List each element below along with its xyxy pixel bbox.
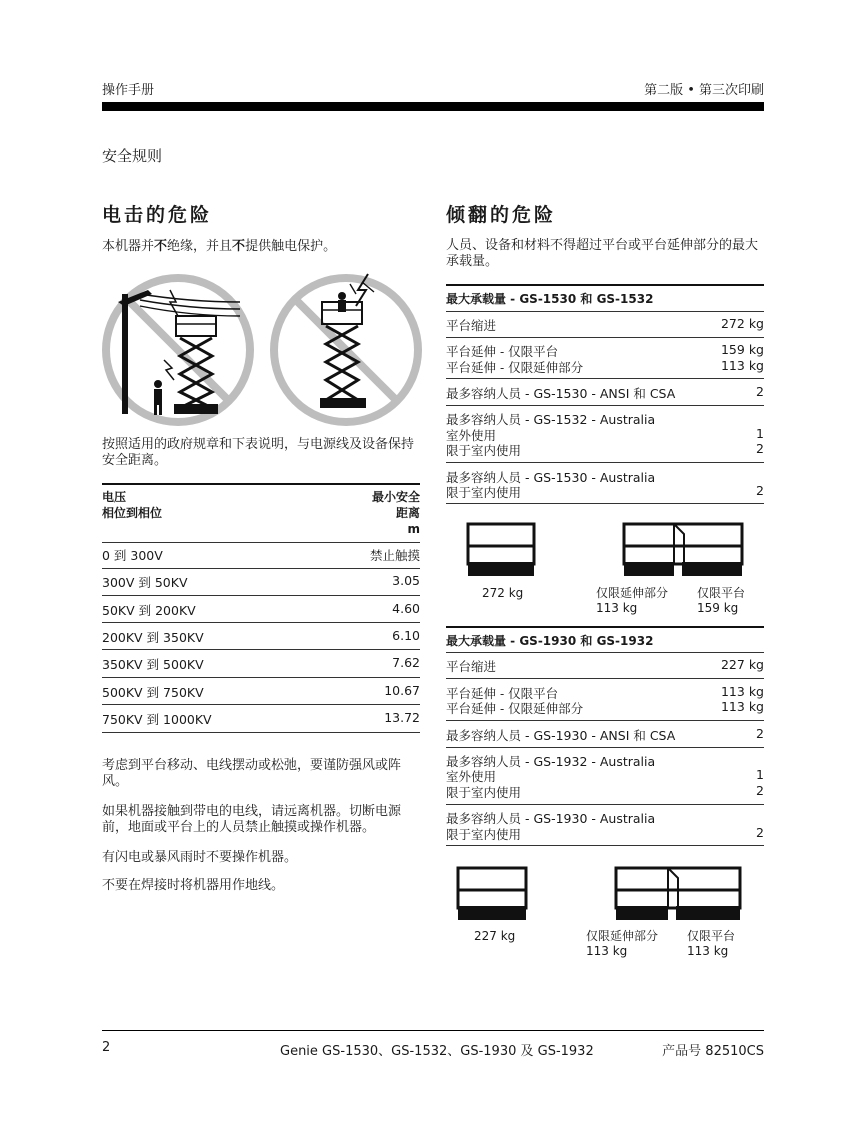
row-label: 最多容纳人员 - GS-1530 - Australia — [446, 470, 656, 485]
lightning-hazard-illustration — [274, 274, 418, 422]
footer-models: Genie GS-1530、GS-1532、GS-1930 及 GS-1932 — [280, 1044, 594, 1059]
keep-distance-text: 按照适用的政府规章和下表说明，与电源线及设备保持安全距离。 — [102, 437, 415, 468]
voltage-cell: 500KV 到 750KV — [102, 685, 204, 700]
row-divider — [446, 405, 764, 406]
table-row — [446, 483, 764, 501]
fig1-platform-caption — [697, 586, 745, 616]
distance-cell: 4.60 — [392, 601, 420, 616]
fig2-retracted-capacity: 227 kg — [474, 929, 516, 943]
electrocution-heading: 电击的危险 — [102, 204, 213, 226]
table-row — [446, 726, 764, 744]
row-divider — [102, 649, 420, 650]
table-row — [446, 358, 764, 376]
fig2-extension-label: 仅限延伸部分 — [586, 929, 659, 943]
distance-cell: 7.62 — [392, 655, 420, 670]
wind-warning: 考虑到平台移动、电线摆动或松弛，要谨防强风或阵风。 — [102, 758, 402, 789]
voltage-head-2: 相位到相位 — [102, 506, 163, 520]
intro-emphasis-2: 不 — [232, 238, 246, 253]
fig2-extension-caption — [586, 929, 658, 959]
row-label: 最多容纳人员 - GS-1930 - ANSI 和 CSA — [446, 728, 676, 743]
row-divider — [446, 503, 764, 504]
row-label: 平台延伸 - 仅限平台 — [446, 686, 559, 701]
row-label: 限于室内使用 — [446, 443, 522, 458]
row-value: 227 kg — [720, 657, 764, 672]
fig1-platform-label: 仅限平台 — [697, 586, 746, 600]
platform-extended-icon — [624, 524, 742, 576]
fig1-retracted-capacity: 272 kg — [482, 586, 524, 600]
row-value: 2 — [756, 726, 764, 741]
platform-retracted-icon — [468, 524, 534, 576]
row-divider — [446, 337, 764, 338]
row-label: 最多容纳人员 - GS-1532 - Australia — [446, 412, 656, 427]
section-title: 安全规则 — [102, 147, 163, 165]
fig1-extension-value: 113 kg — [596, 601, 638, 615]
table-row — [102, 546, 420, 564]
table-row — [446, 657, 764, 675]
row-divider — [446, 804, 764, 805]
row-value: 272 kg — [720, 316, 764, 331]
fig2-platform-value: 113 kg — [687, 944, 729, 958]
table-row — [446, 316, 764, 334]
fig2-platform-label: 仅限平台 — [687, 929, 736, 943]
distance-cell: 6.10 — [392, 628, 420, 643]
header-manual-title: 操作手册 — [102, 83, 155, 98]
table-row — [102, 573, 420, 591]
platform-load-diagrams-1 — [446, 518, 766, 580]
distance-cell: 13.72 — [384, 710, 420, 725]
row-value: 159 kg — [720, 342, 764, 357]
intro-text-1: 本机器并 — [102, 239, 155, 254]
header-edition: 第二版 • 第三次印刷 — [644, 83, 764, 98]
fig2-platform-caption — [687, 929, 735, 959]
row-divider — [446, 378, 764, 379]
row-divider — [102, 704, 420, 705]
row-divider — [102, 622, 420, 623]
power-line-hazard-illustration — [106, 278, 250, 422]
distance-cell: 10.67 — [384, 683, 420, 698]
row-label: 平台延伸 - 仅限延伸部分 — [446, 701, 584, 716]
row-value: 1 — [756, 767, 764, 782]
table-row — [102, 655, 420, 673]
row-divider — [446, 845, 764, 846]
footer-rule — [102, 1030, 764, 1031]
table-row — [446, 825, 764, 843]
row-label: 最多容纳人员 - GS-1932 - Australia — [446, 754, 656, 769]
voltage-cell: 300V 到 50KV — [102, 575, 188, 590]
row-label: 平台缩进 — [446, 318, 497, 333]
voltage-table-top-rule — [102, 483, 420, 485]
footer-part-number: 产品号 82510CS — [662, 1044, 764, 1059]
row-value: 1 — [756, 426, 764, 441]
row-label: 限于室内使用 — [446, 785, 522, 800]
row-value: 2 — [756, 825, 764, 840]
row-label: 限于室内使用 — [446, 485, 522, 500]
page-number: 2 — [102, 1040, 111, 1055]
table-row — [446, 384, 764, 402]
voltage-head-1: 电压 — [102, 490, 127, 504]
row-value: 2 — [756, 783, 764, 798]
row-label: 平台延伸 - 仅限延伸部分 — [446, 360, 584, 375]
distance-head-unit: m — [407, 522, 420, 536]
platform-load-diagrams-2 — [446, 862, 766, 924]
row-value: 113 kg — [720, 358, 764, 373]
lightning-warning: 有闪电或暴风雨时不要操作机器。 — [102, 850, 298, 865]
row-value: 2 — [756, 441, 764, 456]
platform-retracted-icon — [458, 868, 526, 920]
fig1-extension-caption — [596, 586, 668, 616]
table-row — [446, 783, 764, 801]
row-divider — [102, 595, 420, 596]
capacity-table1-title: 最大承载量 - GS-1530 和 GS-1532 — [446, 292, 654, 306]
platform-extended-icon — [616, 868, 740, 920]
intro-emphasis-1: 不 — [154, 238, 168, 253]
fig1-extension-label: 仅限延伸部分 — [596, 586, 669, 600]
distance-head-2: 距离 — [395, 506, 420, 520]
row-label: 室外使用 — [446, 428, 497, 443]
row-divider — [102, 677, 420, 678]
tip-over-intro: 人员、设备和材料不得超过平台或平台延伸部分的最大承载量。 — [446, 238, 759, 269]
row-label: 室外使用 — [446, 769, 497, 784]
voltage-cell: 50KV 到 200KV — [102, 603, 196, 618]
welding-warning: 不要在焊接时将机器用作地线。 — [102, 878, 285, 893]
row-divider — [446, 311, 764, 312]
voltage-table-head-right — [372, 489, 420, 537]
table-row — [102, 628, 420, 646]
row-value: 113 kg — [720, 684, 764, 699]
row-value: 2 — [756, 483, 764, 498]
row-label: 最多容纳人员 - GS-1930 - Australia — [446, 811, 656, 826]
table-row — [102, 683, 420, 701]
row-value: 2 — [756, 384, 764, 399]
electrocution-illustrations — [100, 272, 422, 430]
capacity-table1-top-rule — [446, 284, 764, 286]
header-rule — [102, 102, 764, 111]
voltage-cell: 200KV 到 350KV — [102, 630, 204, 645]
distance-cell: 3.05 — [392, 573, 420, 588]
voltage-table-head-left — [102, 489, 162, 521]
voltage-table-bottom-rule — [102, 732, 420, 733]
voltage-cell: 0 到 300V — [102, 548, 163, 563]
intro-text-2: 绝缘，并且 — [167, 239, 233, 254]
electrocution-intro — [102, 238, 422, 255]
table-row — [446, 699, 764, 717]
tip-over-heading: 倾翻的危险 — [446, 204, 557, 226]
row-divider — [446, 678, 764, 679]
row-value: 113 kg — [720, 699, 764, 714]
distance-cell: 禁止触摸 — [369, 548, 420, 563]
table-row — [102, 601, 420, 619]
fig2-extension-value: 113 kg — [586, 944, 628, 958]
row-divider — [446, 652, 764, 653]
fig1-platform-value: 159 kg — [697, 601, 739, 615]
voltage-cell: 350KV 到 500KV — [102, 657, 204, 672]
voltage-cell: 750KV 到 1000KV — [102, 712, 212, 727]
intro-text-3: 提供触电保护。 — [245, 239, 337, 254]
row-divider — [446, 747, 764, 748]
distance-head-1: 最小安全 — [371, 490, 420, 504]
row-divider — [102, 568, 420, 569]
contact-warning: 如果机器接触到带电的电线，请远离机器。切断电源前，地面或平台上的人员禁止触摸或操作机器。 — [102, 804, 402, 835]
capacity-table2-top-rule — [446, 626, 764, 628]
row-label: 最多容纳人员 - GS-1530 - ANSI 和 CSA — [446, 386, 676, 401]
row-label: 平台延伸 - 仅限平台 — [446, 344, 559, 359]
row-label: 平台缩进 — [446, 659, 497, 674]
row-divider — [446, 462, 764, 463]
row-label: 限于室内使用 — [446, 827, 522, 842]
row-divider — [446, 720, 764, 721]
table-row — [446, 441, 764, 459]
table-row — [102, 710, 420, 728]
voltage-table-head-rule — [102, 542, 420, 543]
capacity-table2-title: 最大承载量 - GS-1930 和 GS-1932 — [446, 634, 654, 648]
